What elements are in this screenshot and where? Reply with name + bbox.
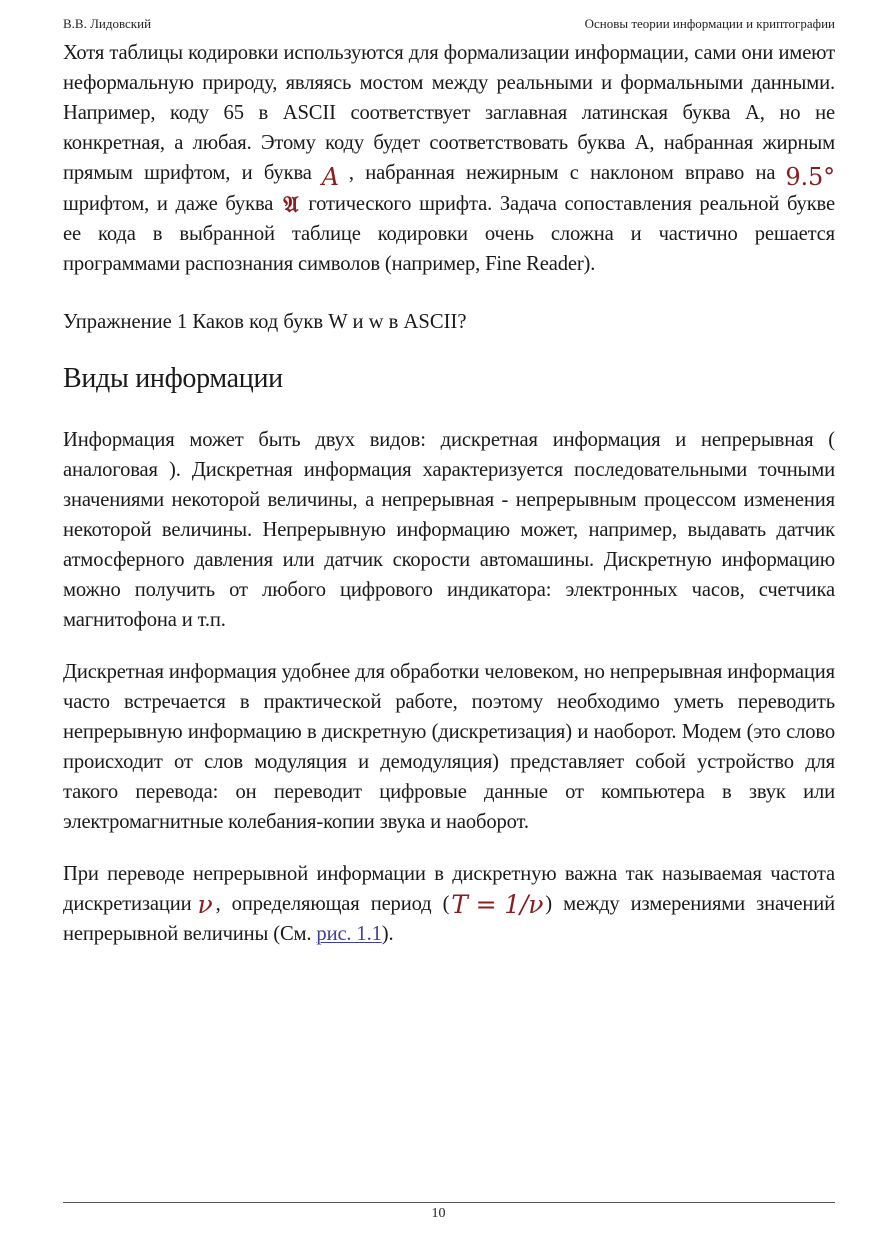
header-author: В.В. Лидовский	[63, 16, 152, 31]
paragraph-text: ).	[381, 923, 394, 945]
paragraph-text: При переводе непрерывной информации в дискретную важна так называемая частота дискретизации	[63, 863, 835, 915]
page-content	[63, 38, 835, 949]
italic-a-formula: A	[321, 163, 339, 191]
nu-formula: ν	[197, 890, 213, 919]
header-book-title: Основы теории информации и криптографии	[584, 16, 835, 31]
section-heading: Виды информации	[63, 363, 283, 394]
period-formula: T = 1/ν	[451, 890, 544, 919]
running-header	[63, 16, 835, 36]
exercise-1: Упражнение 1 Каков код букв W и w в ASCII?	[63, 311, 467, 333]
footer-divider	[63, 1202, 835, 1203]
paragraph-text: шрифтом, и даже буква	[63, 193, 274, 215]
paragraph-text: , определяющая период (	[215, 893, 450, 915]
page-number: 10	[431, 1206, 446, 1221]
angle-formula: 9.5°	[785, 163, 835, 191]
paragraph-discretization: Дискретная информация удобнее для обработки человеком, но непрерывная информация часто встречается в практической работе, поэтому необходимо уметь переводить непрерывную информацию в дискретную (дискретизация) и наоборот. Модем (это слово происходит от слов модуляция и демодуляция) представляет собой устройство для такого перевода: он переводит цифровые данные от компьютера в звук или электромагнитные колебания-копии звука и наоборот.	[63, 661, 835, 833]
paragraph-text: Хотя таблицы кодировки используются для формализации информации, сами они имеют неформальную природу, являясь мостом между реальными и формальными данными. Например, коду 65 в ASCII соответствует заглавная латинская буква A, но не конкретная, а любая. Этому коду будет соответствовать буква A, набранная жирным прямым шрифтом, и буква	[63, 42, 835, 184]
paragraph-sampling-frequency	[63, 859, 835, 949]
figure-1-1-link[interactable]: рис. 1.1	[316, 923, 382, 945]
heading-spacer	[63, 399, 835, 425]
paragraph-text: готического шрифта. Задача сопоставления реальной букве ее кода в выбранной таблице кодировки очень сложна и частично решается программами распознания символов (например, Fine Reader).	[63, 193, 836, 275]
fraktur-a-formula: 𝔄	[283, 191, 299, 218]
paragraph-text: , набранная нежирным с наклоном вправо на	[348, 162, 776, 184]
paragraph-text: ) между измерениями значений непрерывной величины (См.	[63, 893, 836, 945]
paragraph-encoding-tables	[63, 38, 835, 279]
paragraph-information-types: Информация может быть двух видов: дискретная информация и непрерывная ( аналоговая ). Дискретная информация характеризуется последовательными точными значениями некоторой величины, а непрерывная - непрерывным процессом изменения некоторой величины. Непрерывную информацию может, например, выдавать датчик атмосферного давления или датчик скорости автомашины. Дискретную информацию можно получить от любого цифрового индикатора: электронных часов, счетчика магнитофона и т.п.	[63, 429, 835, 631]
